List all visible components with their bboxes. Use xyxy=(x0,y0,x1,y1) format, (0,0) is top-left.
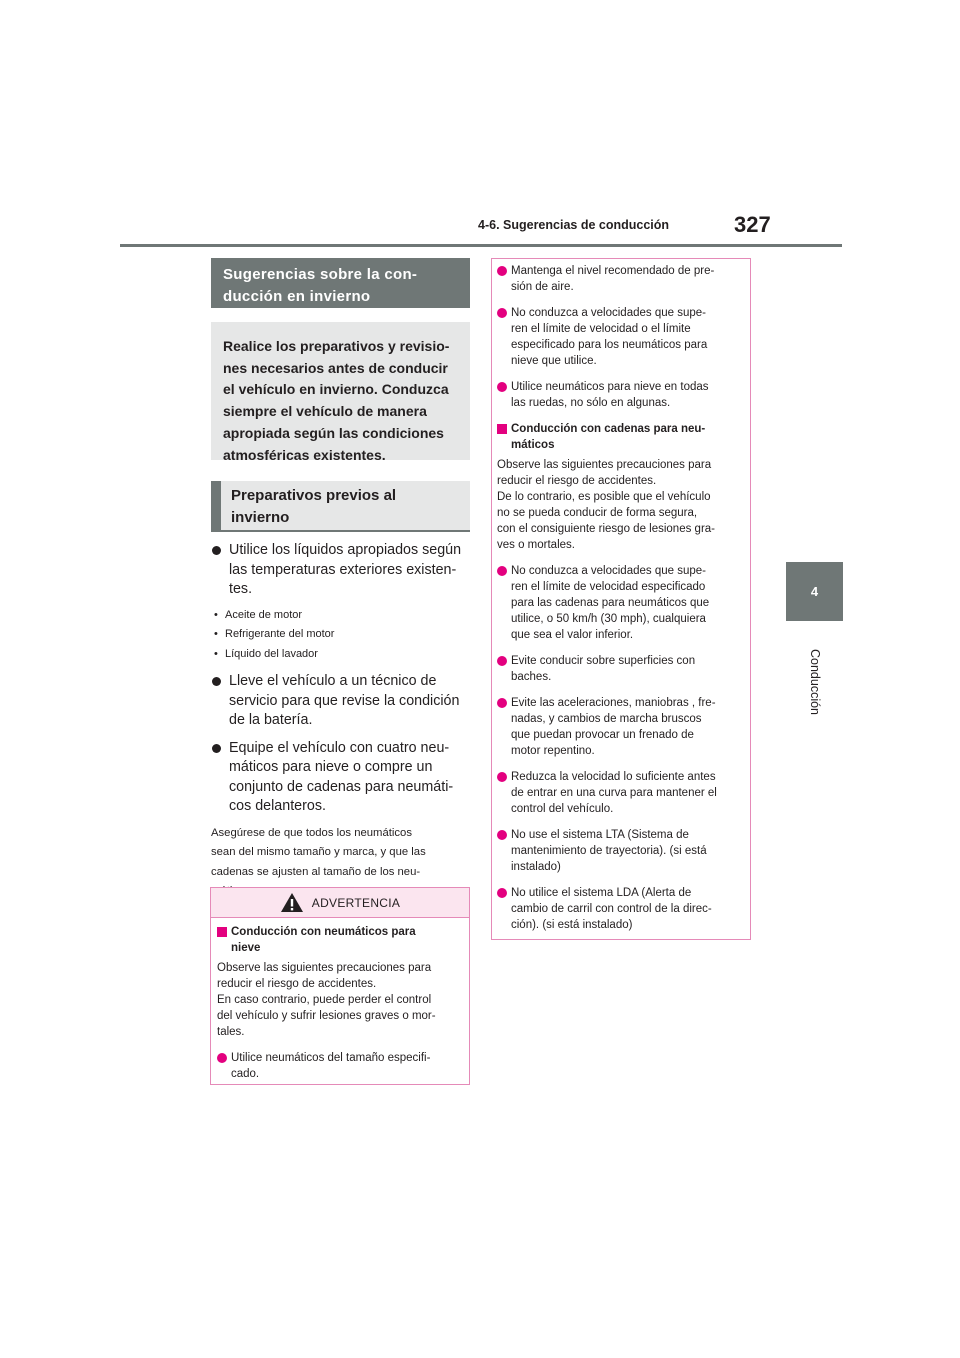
item-line: Utilice neumáticos del tamaño especifi- xyxy=(231,1052,431,1064)
item-line: Evite conducir sobre superficies con xyxy=(511,655,696,667)
paragraph-line: tales. xyxy=(217,1026,245,1038)
warning-item xyxy=(497,653,742,685)
intro-line: atmosféricas existentes. xyxy=(223,446,386,463)
warning-body xyxy=(211,918,469,1082)
intro-box xyxy=(211,322,470,463)
bullet-dot-icon xyxy=(497,698,507,708)
chapter-tab: 4 xyxy=(786,562,843,621)
bullet-dot-icon xyxy=(497,566,507,576)
warning-paragraph xyxy=(497,457,742,553)
bullet-dot-icon xyxy=(212,546,221,555)
item-line: sión de aire. xyxy=(511,281,574,293)
subsection-heading xyxy=(211,481,470,532)
checklist-line: tes. xyxy=(229,581,253,597)
section-title-line: ducción en invierno xyxy=(223,288,371,305)
warning-paragraph xyxy=(217,960,461,1040)
intro-line: siempre el vehículo de manera xyxy=(223,403,427,420)
warning-item xyxy=(497,263,742,295)
warning-item xyxy=(497,769,742,817)
checklist-line: Equipe el vehículo con cuatro neu- xyxy=(229,739,450,756)
bullet-dot-icon xyxy=(497,266,507,276)
paragraph-line: reducir el riesgo de accidentes. xyxy=(497,475,657,487)
checklist-line: servicio para que revise la condición xyxy=(229,692,460,709)
warning-heading-line: nieve xyxy=(231,942,261,954)
warning-title: ADVERTENCIA xyxy=(311,895,401,910)
warning-heading xyxy=(497,421,742,453)
warning-heading-line: Conducción con cadenas para neu- xyxy=(511,423,706,435)
intro-line: Realice los preparativos y revisio- xyxy=(223,338,450,354)
warning-item xyxy=(497,563,742,643)
square-bullet-icon xyxy=(497,424,507,434)
left-column xyxy=(211,258,470,902)
item-line: No utilice el sistema LDA (Alerta de xyxy=(511,887,692,899)
warning-item xyxy=(497,379,742,411)
warning-item xyxy=(497,885,742,933)
note-line: Asegúrese de que todos los neumáticos xyxy=(211,826,412,839)
item-line: baches. xyxy=(511,671,552,683)
chapter-label xyxy=(786,622,843,742)
item-line: ren el límite de velocidad especificado xyxy=(511,581,706,593)
bullet-dot-icon xyxy=(497,772,507,782)
checklist-item xyxy=(211,739,470,817)
fluid-list xyxy=(211,606,470,665)
section-title-line: Sugerencias sobre la con- xyxy=(223,266,418,283)
note-line: cadenas se ajusten al tamaño de los neu- xyxy=(211,865,421,878)
page-number: 327 xyxy=(734,212,771,237)
item-line: que sea el valor inferior. xyxy=(511,629,634,641)
item-line: mantenimiento de trayectoria). (si está xyxy=(511,845,707,857)
intro-line: nes necesarios antes de conducir xyxy=(223,359,448,376)
list-item: • Refrigerante del motor xyxy=(211,625,470,645)
item-line: Reduzca la velocidad lo suficiente antes xyxy=(511,771,716,783)
bullet-dot-icon xyxy=(497,888,507,898)
item-line: Mantenga el nivel recomendado de pre- xyxy=(511,265,715,277)
paragraph-line: reducir el riesgo de accidentes. xyxy=(217,978,377,990)
section-title-box xyxy=(211,258,470,308)
item-line: para las cadenas para neumáticos que xyxy=(511,597,710,609)
checklist-item xyxy=(211,541,470,600)
bullet-dot-icon xyxy=(497,656,507,666)
warning-item xyxy=(497,827,742,875)
section-header: 4-6. Sugerencias de conducción xyxy=(478,218,670,232)
chapter-label-text: Conducción xyxy=(807,648,822,716)
list-item: • Líquido del lavador xyxy=(211,645,470,665)
bullet-dot-icon xyxy=(212,677,221,686)
item-line: que puedan provocar un frenado de xyxy=(511,729,694,741)
item-line: nieve que utilice. xyxy=(511,355,597,367)
item-line: Evite las aceleraciones, maniobras , fre- xyxy=(511,697,716,709)
item-line: No conduzca a velocidades que supe- xyxy=(511,307,706,319)
paragraph-line: Observe las siguientes precauciones para xyxy=(217,962,432,974)
item-line: control del vehículo. xyxy=(511,803,614,815)
paragraph-line: En caso contrario, puede perder el control xyxy=(217,994,432,1006)
note-line: sean del mismo tamaño y marca, y que las xyxy=(211,846,426,858)
square-bullet-icon xyxy=(217,927,227,937)
bullet-dot-icon xyxy=(497,830,507,840)
intro-line: el vehículo en invierno. Conduzca xyxy=(223,381,449,398)
warning-heading-line: Conducción con neumáticos para xyxy=(231,926,416,938)
paragraph-line: Observe las siguientes precauciones para xyxy=(497,459,712,471)
bullet-dot-icon xyxy=(497,382,507,392)
subsection-heading-line: Preparativos previos al xyxy=(231,487,397,504)
item-line: motor repentino. xyxy=(511,745,595,757)
item-line: cambio de carril con control de la direc- xyxy=(511,903,712,915)
checklist-line: cos delanteros. xyxy=(229,798,326,814)
bullet-dot-icon xyxy=(217,1053,227,1063)
warning-box xyxy=(210,887,470,1085)
paragraph-line: del vehículo y sufrir lesiones graves o mor- xyxy=(217,1010,436,1022)
item-line: especificado para los neumáticos para xyxy=(511,339,708,351)
item-line: ción). (si está instalado) xyxy=(511,919,633,931)
item-line: ren el límite de velocidad o el límite xyxy=(511,323,691,335)
item-line: utilice, o 50 km/h (30 mph), cualquiera xyxy=(511,613,706,625)
warning-heading-line: máticos xyxy=(511,439,555,451)
paragraph-line: no se pueda conducir de forma segura, xyxy=(497,507,698,519)
header-rule xyxy=(120,244,842,247)
warning-continued-box xyxy=(491,258,751,940)
checklist-line: conjunto de cadenas para neumáti- xyxy=(229,778,454,795)
item-line: de entrar en una curva para mantener el xyxy=(511,787,717,799)
checklist-line: Lleve el vehículo a un técnico de xyxy=(229,673,437,689)
bullet-dot-icon xyxy=(212,744,221,753)
item-line: cado. xyxy=(231,1068,260,1080)
paragraph-line: ves o mortales. xyxy=(497,539,575,551)
checklist-line: máticos para nieve o compre un xyxy=(229,759,433,775)
checklist-line: las temperaturas exteriores existen- xyxy=(229,561,457,578)
checklist-line: de la batería. xyxy=(229,712,313,728)
warning-triangle-icon xyxy=(280,892,304,913)
warning-header xyxy=(211,888,469,918)
intro-line: apropiada según las condiciones xyxy=(223,424,444,441)
warning-item xyxy=(217,1050,461,1082)
paragraph-line: De lo contrario, es posible que el vehículo xyxy=(497,491,711,503)
item-line: No conduzca a velocidades que supe- xyxy=(511,565,706,577)
item-line: Utilice neumáticos para nieve en todas xyxy=(511,381,709,393)
checklist-line: Utilice los líquidos apropiados según xyxy=(229,542,462,558)
subsection-heading-line: invierno xyxy=(231,509,290,526)
item-line: No use el sistema LTA (Sistema de xyxy=(511,829,689,841)
item-line: las ruedas, no sólo en algunas. xyxy=(511,397,671,409)
warning-item xyxy=(497,305,742,369)
item-line: nadas, y cambios de marcha bruscos xyxy=(511,713,702,725)
checklist-item xyxy=(211,672,470,731)
warning-item xyxy=(497,695,742,759)
warning-heading xyxy=(217,924,461,956)
paragraph-line: con el consiguiente riesgo de lesiones gra- xyxy=(497,523,715,535)
item-line: instalado) xyxy=(511,861,561,873)
bullet-dot-icon xyxy=(497,308,507,318)
list-item: • Aceite de motor xyxy=(211,606,470,626)
